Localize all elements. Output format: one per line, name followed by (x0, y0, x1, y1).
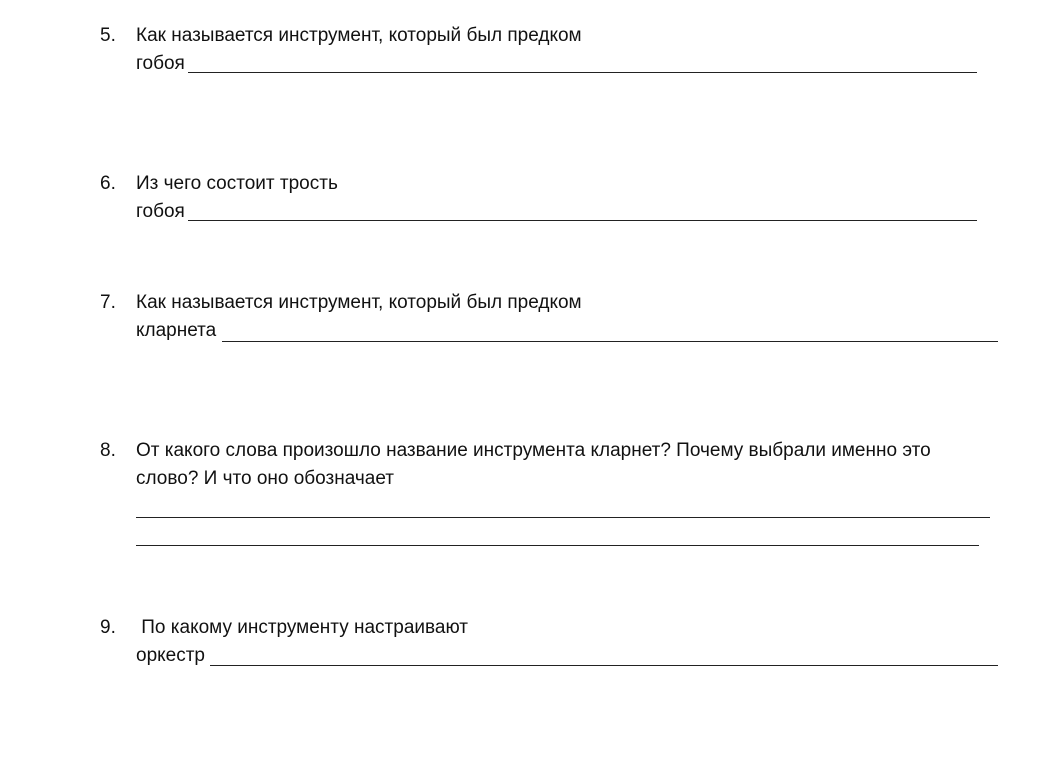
question-text: От какого слова произошло название инструмента кларнет? Почему выбрали именно это (136, 440, 931, 461)
question-number: 9. (100, 617, 116, 638)
question-text: Как называется инструмент, который был предком (136, 25, 582, 46)
answer-line[interactable] (188, 220, 977, 221)
question-text: Из чего состоит трость (136, 173, 338, 194)
question-text-continued: гобоя (136, 201, 185, 222)
question-number: 5. (100, 25, 116, 46)
question-text-continued: гобоя (136, 53, 185, 74)
question-text-continued: кларнета (136, 320, 217, 341)
question-number: 7. (100, 292, 116, 313)
question-number: 8. (100, 440, 116, 461)
question-text: По какому инструменту настраивают (136, 617, 468, 638)
answer-line[interactable] (210, 665, 998, 666)
answer-line-1[interactable] (136, 517, 990, 518)
answer-line-2[interactable] (136, 545, 979, 546)
question-text: Как называется инструмент, который был предком (136, 292, 582, 313)
question-text-continued: слово? И что оно обозначает (136, 468, 394, 489)
question-number: 6. (100, 173, 116, 194)
answer-line[interactable] (222, 341, 998, 342)
answer-line[interactable] (188, 72, 977, 73)
question-text-continued: оркестр (136, 645, 205, 666)
